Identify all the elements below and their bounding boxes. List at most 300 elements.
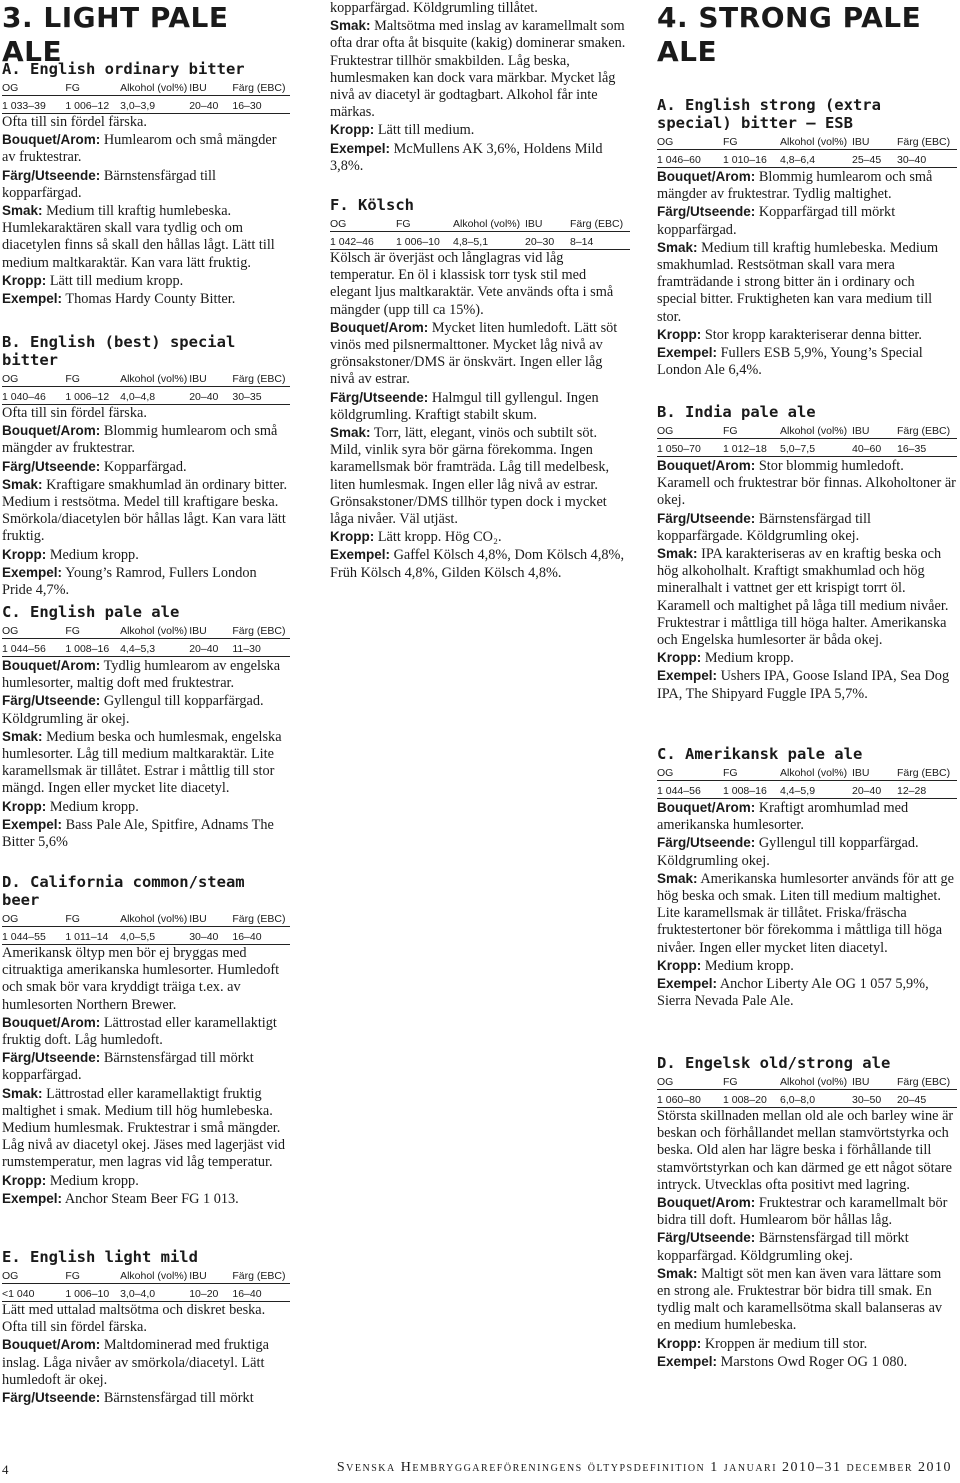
field-text: Kroppen är medium till stor. <box>701 1335 868 1352</box>
spec-value: 20–40 <box>852 785 882 797</box>
spec-label: FG <box>65 1270 80 1282</box>
field-label: Bouquet/Arom: <box>657 458 756 473</box>
field-text: McMullens AK 3,6%, Holdens Mild 3,8%. <box>330 140 603 174</box>
spec-header-row <box>2 1269 290 1283</box>
spec-value: 4,0–4,8 <box>120 391 156 403</box>
spec-value: 1 060–80 <box>657 1094 701 1106</box>
section-title: A. English ordinary bitter <box>2 60 245 78</box>
spec-value: 1 006–10 <box>65 1288 110 1300</box>
spec-label: FG <box>723 1076 738 1088</box>
style-section <box>330 196 630 582</box>
style-section <box>2 333 290 599</box>
spec-header-row <box>2 372 290 386</box>
spec-value: 8–14 <box>570 236 594 248</box>
chapter-heading: 3. LIGHT PALE ALE <box>2 1 229 68</box>
field-text: Humlearom och små mängder av fruktestrar. <box>2 132 277 166</box>
field-text: Bärnstensfärgad till mörkt kopparfärgad. <box>2 1050 254 1084</box>
spec-value-row <box>657 149 957 168</box>
field-text: Fruktestrar och karamellmalt bör bidra till doft. Humlearom bör hållas låg. <box>657 1195 948 1229</box>
description-paragraph <box>2 1085 290 1172</box>
spec-label: Alkohol (vol%) <box>120 1270 188 1282</box>
spec-label: Färg (EBC) <box>897 136 951 148</box>
field-label: Bouquet/Arom: <box>657 800 756 815</box>
field-text: Medium kropp. <box>701 650 794 667</box>
spec-value-row <box>657 1089 957 1108</box>
field-label: Kropp: <box>2 546 47 562</box>
field-label: Bouquet/Arom: <box>2 1014 101 1030</box>
spec-label: Alkohol (vol%) <box>780 767 848 779</box>
spec-label: OG <box>2 373 19 385</box>
description-paragraph <box>330 140 630 175</box>
description-paragraph <box>330 250 630 319</box>
field-text: Mycket liten humledoft. Lätt söt vinös med pilsnermalttoner. Mycket låg nivå av grönsakstoner/DMS är önskvärt. Ingen eller låg nivå av estrar. <box>330 319 618 388</box>
field-label: Smak: <box>2 203 43 219</box>
spec-value: 1 008–16 <box>723 785 767 797</box>
field-label: Smak: <box>2 476 43 492</box>
description-paragraph <box>657 344 957 379</box>
spec-value-row <box>2 638 290 657</box>
spec-label: OG <box>657 136 674 148</box>
spec-value: 1 044–56 <box>2 643 46 655</box>
spec-value: 20–40 <box>189 643 219 655</box>
field-label: Bouquet/Arom: <box>657 169 756 184</box>
description-paragraph <box>2 272 290 290</box>
spec-label: FG <box>723 425 738 437</box>
spec-value: 4,8–5,1 <box>453 236 489 248</box>
spec-label: FG <box>396 218 411 230</box>
field-text: IPA karakteriseras av en kraftig beska och hög alkoholhalt. Kraftigt smakhumlad och hög mineralhalt i vattnet ger ett krispigt torrt öl. Karamell och maltighet på låga till medium nivåer. Fruktestrar i måttliga till höga halter. Amerikanska och Engelska humlesorter är båda okej. <box>657 546 949 649</box>
spec-header-row <box>2 624 290 638</box>
description-paragraph <box>2 1172 290 1190</box>
spec-value-row <box>330 231 630 250</box>
field-text: Lätt till medium kropp. <box>46 272 184 289</box>
style-section <box>330 0 630 175</box>
description-paragraph <box>2 167 290 202</box>
spec-value: 1 008–20 <box>723 1094 767 1106</box>
field-text: Gyllengul till kopparfärgad. Köldgrumling är okej. <box>2 693 264 727</box>
spec-label: Alkohol (vol%) <box>780 425 848 437</box>
spec-value: 1 006–10 <box>396 236 440 248</box>
description-paragraph <box>330 424 630 528</box>
spec-value: 1 046–60 <box>657 154 701 166</box>
description-paragraph <box>657 545 957 649</box>
field-text: Gyllengul till kopparfärgad. Köldgrumling okej. <box>657 835 919 869</box>
spec-label: IBU <box>189 82 207 94</box>
field-text: Bärnstensfärgad till mörkt <box>100 1390 254 1407</box>
description-paragraph <box>2 114 290 131</box>
spec-label: IBU <box>189 373 207 385</box>
description-paragraph <box>2 798 290 816</box>
spec-label: IBU <box>852 136 870 148</box>
field-label: Bouquet/Arom: <box>2 132 101 148</box>
field-text: Halmgul till gyllengul. Ingen köldgrumling. Kraftigt stabilt skum. <box>330 389 599 423</box>
spec-value: 4,4–5,9 <box>780 785 816 797</box>
description-paragraph <box>2 290 290 308</box>
description-paragraph <box>657 1335 957 1353</box>
spec-value: 30–40 <box>897 154 927 166</box>
field-label: Färg/Utseende: <box>2 693 101 709</box>
spec-label: Färg (EBC) <box>232 373 286 385</box>
spec-label: OG <box>2 913 19 925</box>
description-paragraph <box>657 203 957 238</box>
field-label: Bouquet/Arom: <box>657 1195 756 1211</box>
description-paragraph <box>2 1389 290 1407</box>
spec-label: IBU <box>189 625 207 637</box>
spec-label: Alkohol (vol%) <box>120 913 188 925</box>
description-paragraph <box>2 422 290 457</box>
field-label: Smak: <box>330 425 371 441</box>
field-label: Exempel: <box>2 291 63 307</box>
field-text: Young’s Ramrod, Fullers London Pride 4,7%. <box>2 564 257 599</box>
field-text: Medium kropp. <box>701 957 794 974</box>
footer-title: Svenska Hembryggareföreningens öltypsdefinition 1 januari 2010–31 december 2010 <box>336 1460 952 1475</box>
spec-value: 1 011–14 <box>65 931 109 943</box>
description-paragraph <box>2 657 290 692</box>
description-paragraph <box>2 1190 290 1208</box>
field-text: Största skillnaden mellan old ale och barley wine är beskan och förhållandet mellan stamvörtstyrka och beska. Old alen har lägre beska i förhållande till stamvörtstyrkan och kan därmed ge ett något sötare intryck. Utvecklas ofta positivt med lagring. <box>657 1108 954 1193</box>
field-label: Kropp: <box>657 957 702 973</box>
spec-label: IBU <box>852 1076 870 1088</box>
description-paragraph <box>2 1049 290 1084</box>
field-label: Bouquet/Arom: <box>2 1337 101 1353</box>
description-paragraph <box>2 405 290 422</box>
field-label: Färg/Utseende: <box>2 1390 101 1406</box>
description-paragraph <box>2 1302 290 1336</box>
spec-header-row <box>657 766 957 780</box>
spec-value: 3,0–3,9 <box>120 100 156 112</box>
spec-label: FG <box>65 373 80 385</box>
spec-label: FG <box>65 625 80 637</box>
field-text: Maltsötma med inslag av karamellmalt som ofta drar ofta åt bisquite (kakig) dominerar smaken. Fruktestrar tillhör smakbilden. Låg beska, humlesmaken kan dock vara märkbar. Mycket låg nivå av diacetyl är godtagbart. Alkohol får inte märkas. <box>330 18 626 121</box>
spec-label: Färg (EBC) <box>897 767 951 779</box>
spec-label: Alkohol (vol%) <box>120 625 188 637</box>
field-text: Kopparfärgad till mörkt kopparfärgad. <box>657 204 896 238</box>
spec-label: Alkohol (vol%) <box>120 82 188 94</box>
spec-label: OG <box>657 767 674 779</box>
spec-label: Färg (EBC) <box>232 625 286 637</box>
section-title: D. Engelsk old/strong ale <box>657 1054 891 1072</box>
spec-value: 10–20 <box>189 1288 219 1300</box>
spec-value-row <box>657 438 957 457</box>
description-paragraph <box>2 1014 290 1049</box>
spec-label: OG <box>657 1076 674 1088</box>
spec-value: 1 033–39 <box>2 100 46 112</box>
field-label: Kropp: <box>330 122 375 138</box>
field-text: Amerikansk öltyp men bör ej bryggas med citruaktiga amerikanska humlesorter. Humledoft och smak bör vara kryddigt träiga t.ex. av humlesorten Northern Brewer. <box>2 945 280 1013</box>
field-label: Färg/Utseende: <box>2 167 101 183</box>
field-label: Bouquet/Arom: <box>2 423 101 439</box>
field-label: Kropp: <box>657 326 702 342</box>
style-section <box>657 1054 957 1371</box>
spec-label: FG <box>65 82 80 94</box>
field-label: Exempel: <box>657 345 718 361</box>
spec-value: 1 008–16 <box>65 643 110 655</box>
spec-value-row <box>2 95 290 114</box>
spec-label: IBU <box>189 1270 207 1282</box>
spec-value: 30–50 <box>852 1094 882 1106</box>
field-text: Lätt med uttalad maltsötma och diskret beska. Ofta till sin fördel färska. <box>2 1302 266 1336</box>
field-text: Stor blommig humledoft. Karamell och fruktestrar bör finnas. Alkoholtoner är okej. <box>657 458 956 509</box>
description-paragraph <box>657 1353 957 1371</box>
description-paragraph <box>2 202 290 272</box>
field-text: Amerikanska humlesorter används för att ge hög beska och smak. Liten till medium maltighet. Lite karamellsmak är tillåtet. Friska/fräscha fruktestertoner bör förekomma i måttliga till höga nivåer. Ingen eller mycket liten diacetyl. <box>657 870 955 956</box>
description-paragraph <box>657 1194 957 1229</box>
field-label: Smak: <box>657 546 698 562</box>
description-paragraph <box>657 667 957 702</box>
field-text: Bärnstensfärgad till kopparfärgade. Köldgrumling okej. <box>657 510 871 544</box>
field-text: Lätt kropp. Hög CO₂. <box>374 529 502 546</box>
field-text: Medium till kraftig humlebeska. Humlekaraktären skall vara tydlig och om diacetylen finns så skall den hållas lågt. Lätt till medium maltkaraktär. Kan vara lätt fruktig. <box>2 203 275 271</box>
field-text: kopparfärgad. Köldgrumling tillåtet. <box>330 0 538 16</box>
description-paragraph <box>657 799 957 834</box>
description-paragraph <box>657 510 957 545</box>
field-text: Ofta till sin fördel färska. <box>2 114 147 130</box>
style-section <box>2 1248 290 1407</box>
field-text: Bärnstensfärgad till mörkt kopparfärgad. Köldgrumling okej. <box>657 1230 909 1264</box>
spec-label: Färg (EBC) <box>232 1270 286 1282</box>
description-paragraph <box>2 1336 290 1389</box>
field-label: Exempel: <box>2 816 63 832</box>
spec-label: Alkohol (vol%) <box>780 1076 848 1088</box>
spec-value: 5,0–7,5 <box>780 443 816 455</box>
spec-label: FG <box>723 136 738 148</box>
spec-value-row <box>2 1283 290 1302</box>
field-label: Färg/Utseende: <box>2 458 101 474</box>
field-text: Medium till kraftig humlebeska. Medium smakhumlad. Restsötman skall vara mera framträdande i strong bitter än i ordinary och special bitter. Fruktigheten kan vara medium till stor. <box>657 239 939 325</box>
spec-value: 1 044–55 <box>2 931 46 943</box>
spec-header-row <box>2 912 290 926</box>
spec-label: Alkohol (vol%) <box>453 218 521 230</box>
field-label: Färg/Utseende: <box>657 835 756 851</box>
field-label: Exempel: <box>330 140 391 156</box>
spec-label: OG <box>2 82 19 94</box>
field-label: Färg/Utseende: <box>657 510 756 526</box>
description-paragraph <box>657 1108 957 1194</box>
field-label: Exempel: <box>657 976 718 992</box>
field-text: Lätt till medium. <box>374 122 475 139</box>
description-paragraph <box>330 121 630 139</box>
spec-value: 20–30 <box>525 236 555 248</box>
spec-value: 1 012–18 <box>723 443 767 455</box>
description-paragraph <box>2 816 290 851</box>
section-title: C. English pale ale <box>2 603 180 621</box>
spec-label: IBU <box>852 767 870 779</box>
field-text: Medium beska och humlesmak, engelska humlesorter. Låg till medium maltkaraktär. Lite karamellsmak är tillåtet. Estrar i måttlig till stor mängd. Ingen eller mycket lite diacetyl. <box>2 728 282 797</box>
spec-value: 16–40 <box>232 931 262 943</box>
field-text: Lättrostad eller karamellaktigt fruktig maltighet i smak. Medium till hög humlebeska. Medium humlesmak. Fruktestrar i små mängder. Låg nivå av diacetyl okej. Jäses med lagerjäst vid rumstemperatur, men lagras vid låg temperatur. <box>2 1085 286 1171</box>
field-label: Färg/Utseende: <box>330 389 429 405</box>
field-text: Blommig humlearom och små mängder av fruktestrar. Tydlig maltighet. <box>657 169 933 203</box>
field-text: Torr, lätt, elegant, vinös och subtilt söt. Mild, vinlik syra bör gärna förekomma. Ingen karamellsmak bör framträda. Låg till medelbesk, liten humlesmak. Ingen eller låg nivå av estrar. Grönsakstoner/DMS tillhör typen dock i mycket låga nivåer. Väl utjäst. <box>330 425 610 528</box>
field-text: Anchor Steam Beer FG 1 013. <box>62 1190 239 1207</box>
field-text: Tydlig humlearom av engelska humlesorter, maltig doft med fruktestrar. <box>2 658 281 692</box>
field-label: Exempel: <box>657 668 718 684</box>
field-label: Exempel: <box>657 1353 718 1369</box>
field-label: Smak: <box>657 870 698 886</box>
section-title: F. Kölsch <box>330 196 414 214</box>
field-text: Anchor Liberty Ale OG 1 057 5,9%, Sierra Nevada Pale Ale. <box>657 976 929 1010</box>
style-section <box>657 403 957 703</box>
chapter-heading: 4. STRONG PALE ALE <box>657 1 922 68</box>
field-label: Färg/Utseende: <box>657 204 756 220</box>
field-label: Kropp: <box>330 529 375 545</box>
field-label: Exempel: <box>330 547 391 563</box>
description-paragraph <box>2 564 290 599</box>
style-section <box>2 873 290 1208</box>
description-paragraph <box>657 834 957 869</box>
field-label: Bouquet/Arom: <box>330 319 429 335</box>
field-text: Bärnstensfärgad till kopparfärgad. <box>2 167 216 201</box>
field-text: Lättrostad eller karamellaktigt fruktig doft. Låg humledoft. <box>2 1014 277 1049</box>
spec-value: <1 040 <box>2 1288 35 1300</box>
field-text: Blommig humlearom och små mängder av fruktestrar. <box>2 423 278 457</box>
description-paragraph <box>657 649 957 667</box>
spec-value: 1 010–16 <box>723 154 767 166</box>
spec-value-row <box>2 926 290 945</box>
spec-value: 16–35 <box>897 443 927 455</box>
field-text: Fullers ESB 5,9%, Young’s Special London Ale 6,4%. <box>657 345 923 379</box>
description-paragraph <box>2 728 290 798</box>
spec-label: Alkohol (vol%) <box>780 136 848 148</box>
section-title: E. English light mild <box>2 1248 198 1266</box>
page-number: 4 <box>2 1462 9 1477</box>
spec-label: OG <box>657 425 674 437</box>
description-paragraph <box>330 528 630 546</box>
page-footer <box>0 1458 960 1480</box>
field-text: Marstons Owd Roger OG 1 080. <box>717 1353 908 1370</box>
spec-label: FG <box>723 767 738 779</box>
spec-value: 40–60 <box>852 443 882 455</box>
description-paragraph <box>657 168 957 203</box>
style-section <box>657 96 957 379</box>
field-label: Exempel: <box>2 1190 63 1206</box>
field-label: Kropp: <box>2 272 47 288</box>
field-text: Medium kropp. <box>46 798 139 815</box>
description-paragraph <box>657 239 957 326</box>
spec-value: 1 006–12 <box>65 100 110 112</box>
field-label: Smak: <box>2 1085 43 1101</box>
spec-value: 11–30 <box>232 643 261 655</box>
spec-value: 1 044–56 <box>657 785 701 797</box>
spec-label: IBU <box>852 425 870 437</box>
spec-label: Färg (EBC) <box>570 218 624 230</box>
description-paragraph <box>657 870 957 957</box>
section-title: D. California common/steam beer <box>2 873 245 909</box>
spec-value: 4,0–5,5 <box>120 931 156 943</box>
description-paragraph <box>2 458 290 476</box>
description-paragraph <box>657 957 957 975</box>
spec-value: 30–40 <box>189 931 219 943</box>
spec-value: 1 042–46 <box>330 236 374 248</box>
description-paragraph <box>330 319 630 389</box>
field-label: Kropp: <box>2 1172 47 1188</box>
field-label: Smak: <box>657 1265 698 1281</box>
field-text: Maltdominerad med fruktiga inslag. Låga nivåer av smörkola/diacetyl. Lätt humledoft är okej. <box>2 1337 269 1388</box>
description-paragraph <box>657 1265 957 1335</box>
spec-label: OG <box>2 1270 19 1282</box>
spec-value-row <box>657 780 957 799</box>
spec-value-row <box>2 386 290 405</box>
field-text: Kraftigt aromhumlad med amerikanska humlesorter. <box>657 800 909 834</box>
field-text: Maltigt söt men kan även vara lättare som en strong ale. Fruktestrar bör bidra till smak. En tydlig malt och karamellsötma skall balanseras av en medium humlebeska. <box>657 1265 943 1334</box>
spec-value: 3,0–4,0 <box>120 1288 156 1300</box>
spec-label: OG <box>330 218 347 230</box>
field-label: Kropp: <box>2 798 47 814</box>
field-label: Färg/Utseende: <box>2 1050 101 1066</box>
field-text: Ofta till sin fördel färska. <box>2 405 147 421</box>
field-text: Kopparfärgad. <box>100 458 187 475</box>
spec-label: IBU <box>189 913 207 925</box>
spec-value: 16–40 <box>232 1288 262 1300</box>
spec-value: 16–30 <box>232 100 262 112</box>
field-label: Kropp: <box>657 650 702 666</box>
field-text: Stor kropp karakteriserar denna bitter. <box>701 326 922 343</box>
spec-value: 20–40 <box>189 391 219 403</box>
description-paragraph <box>657 975 957 1010</box>
spec-label: Färg (EBC) <box>232 913 286 925</box>
style-section <box>657 745 957 1010</box>
spec-label: Färg (EBC) <box>897 425 951 437</box>
description-paragraph <box>657 1229 957 1264</box>
description-paragraph <box>2 131 290 166</box>
field-label: Smak: <box>330 18 371 34</box>
field-text: Kölsch är överjäst och långlagras vid låg temperatur. En öl i klassisk torr tysk stil med elegant ljus maltkaraktär. Vete används ofta i små mängder (upp till ca 15%). <box>330 250 614 318</box>
field-text: Gaffel Kölsch 4,8%, Dom Kölsch 4,8%, Früh Kölsch 4,8%, Gilden Kölsch 4,8%. <box>330 547 625 581</box>
section-title: C. Amerikansk pale ale <box>657 745 863 763</box>
description-paragraph <box>657 457 957 510</box>
section-title: A. English strong (extra special) bitter – ESB <box>657 96 881 132</box>
field-label: Färg/Utseende: <box>657 1230 756 1246</box>
style-section <box>2 60 290 308</box>
field-label: Smak: <box>2 728 43 744</box>
spec-value: 12–28 <box>897 785 927 797</box>
field-label: Kropp: <box>657 1335 702 1351</box>
spec-value: 1 040–46 <box>2 391 46 403</box>
spec-header-row <box>657 1075 957 1089</box>
description-paragraph <box>330 17 630 121</box>
spec-value: 1 050–70 <box>657 443 701 455</box>
description-paragraph <box>330 0 630 17</box>
spec-value: 25–45 <box>852 154 882 166</box>
description-paragraph <box>2 476 290 546</box>
spec-value: 4,8–6,4 <box>780 154 816 166</box>
spec-value: 1 006–12 <box>65 391 110 403</box>
description-paragraph <box>657 326 957 344</box>
field-text: Medium kropp. <box>46 546 139 563</box>
description-paragraph <box>330 546 630 581</box>
description-paragraph <box>330 389 630 424</box>
spec-label: FG <box>65 913 80 925</box>
field-text: Kraftigare smakhumlad än ordinary bitter. Medium i restsötma. Medel till kraftigare beska. Smörkola/diacetylen bör hållas lågt. Kan vara lätt fruktig. <box>2 476 288 545</box>
section-title: B. India pale ale <box>657 403 816 421</box>
spec-value: 20–45 <box>897 1094 927 1106</box>
description-paragraph <box>2 546 290 564</box>
spec-value: 6,0–8,0 <box>780 1094 816 1106</box>
spec-header-row <box>2 81 290 95</box>
description-paragraph <box>2 692 290 727</box>
field-text: Ushers IPA, Goose Island IPA, Sea Dog IPA, The Shipyard Fuggle IPA 5,7%. <box>657 668 950 702</box>
section-title: B. English (best) special bitter <box>2 333 236 369</box>
spec-header-row <box>657 424 957 438</box>
field-label: Smak: <box>657 239 698 255</box>
spec-header-row <box>330 217 630 231</box>
description-paragraph <box>2 945 290 1014</box>
spec-value: 20–40 <box>189 100 219 112</box>
field-text: Medium kropp. <box>46 1172 139 1189</box>
style-section <box>2 603 290 851</box>
spec-label: Alkohol (vol%) <box>120 373 188 385</box>
field-text: Bass Pale Ale, Spitfire, Adnams The Bitter 5,6% <box>2 816 274 851</box>
